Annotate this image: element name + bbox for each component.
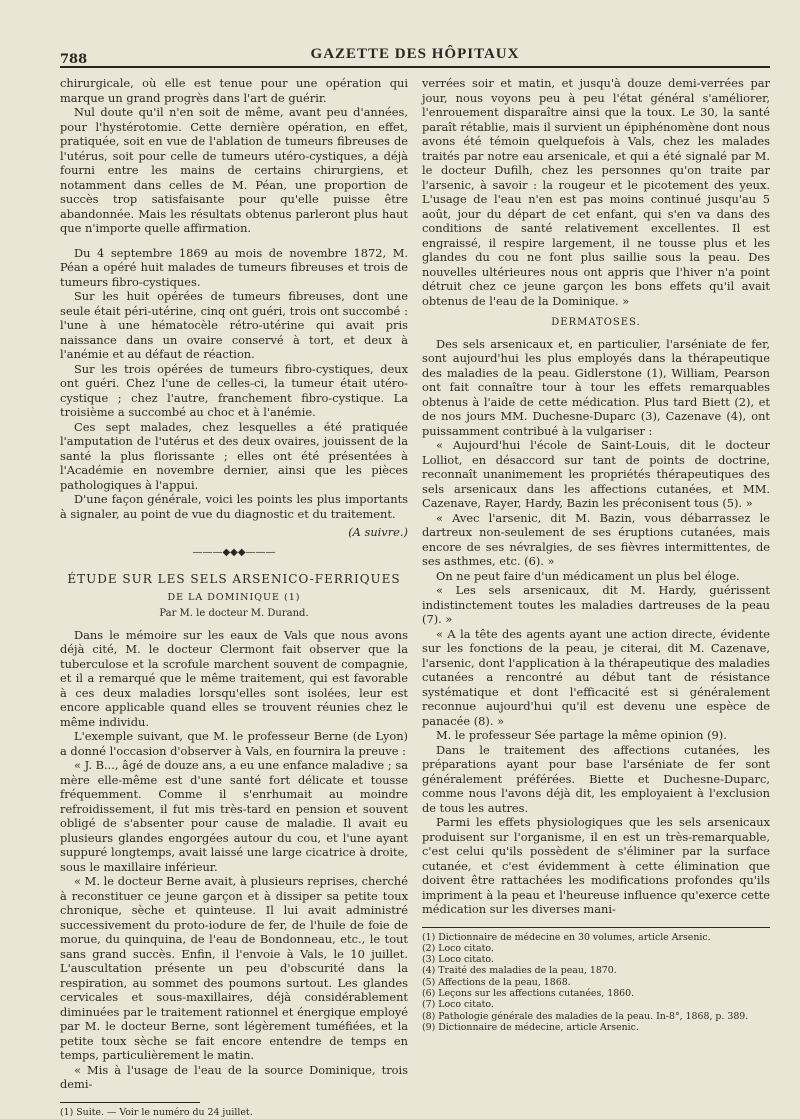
paragraph: « M. le docteur Berne avait, à plusieurs reprises, cherché à reconstituer ce jeune garçon et à dissiper sa petite toux chronique, sèche et quinteuse. Il lui avait administré successivement du proto-iodure de fer, de l'huile de foie de morue, du quinquina, de l'eau de Bondonneau, etc., le tout sans grand succès. Enfin, il l'envoie à Vals, le 10 juillet. L'auscultation présente un peu d'obscurité dans la respiration, au sommet des poumons surtout. Les glandes cervicales et sous-maxillaires, déjà considérablement diminuées par le traitement rationnel et énergique employé par M. le docteur Berne, sont légèrement tuméfiées, et la petite toux sèche se fait encore entendre de temps en temps, particulièrement le matin.	[60, 874, 408, 1062]
paragraph: Ces sept malades, chez lesquelles a été pratiquée l'amputation de l'utérus et des deux ovaires, jouissent de la santé la plus florissante ; elles ont été présentées à l'Académie en novembre dernier, ainsi que les pièces pathologiques à l'appui.	[60, 419, 408, 492]
right-column	[422, 76, 770, 1118]
footnote: (8) Pathologie générale des maladies de la peau. In-8°, 1868, p. 389.	[422, 1010, 749, 1022]
footnotes	[422, 932, 770, 1034]
to-be-continued: (A suivre.)	[348, 525, 408, 539]
left-column	[60, 76, 408, 1118]
paragraph: Sur les trois opérées de tumeurs fibro-cystiques, deux ont guéri. Chez l'une de celles-ci, la tumeur était utéro-cystique ; chez l'autre, franchement fibro-cystique. La troisième a succombé au choc et à l'anémie.	[60, 361, 408, 419]
footnote-divider	[422, 927, 770, 928]
paragraph: On ne peut faire d'un médicament un plus bel éloge.	[436, 568, 740, 583]
footnote: (4) Traité des maladies de la peau, 1870.	[422, 965, 617, 977]
paragraph: verrées soir et matin, et jusqu'à douze demi-verrées par jour, nous voyons peu à peu l'état général s'améliorer, l'enrouement disparaître ainsi que la toux. Le 30, la santé paraît rétablie, mais il survient un épiphénomène dont nous avons été témoin quelquefois à Vals, chez les malades traités par notre eau arsenicale, et qui a été signalé par M. le docteur Dufilh, chez les personnes qu'on traite par l'arsenic, à savoir : la rougeur et le picotement des yeux. L'usage de l'eau n'en est pas moins continué jusqu'au 5 août, jour du départ de cet enfant, qui s'en va dans des conditions de santé relativement excellentes. Il est engraissé, il respire largement, il ne tousse plus et les glandes du cou ne font plus saillie sous la peau. Des nouvelles ultérieures nous ont appris que l'hiver n'a point détruit chez ce jeune garçon les bons effets qu'il avait obtenus de l'eau de la Dominique. »	[422, 76, 770, 308]
footnote: (1) Suite. — Voir le numéro du 24 juillet.	[60, 1106, 253, 1118]
footnote-divider	[60, 1102, 200, 1103]
footnote: (2) Loco citato.	[422, 942, 494, 954]
footnote: (7) Loco citato.	[422, 999, 494, 1011]
paragraph: Dans le traitement des affections cutanées, les préparations ayant pour base l'arséniate de fer sont généralement préférées. Biette et Duchesne-Duparc, comme nous l'avons déjà dit, les employaient à l'exclusion de tous les autres.	[422, 742, 770, 815]
paragraph: L'exemple suivant, que M. le professeur Berne (de Lyon) a donné l'occasion d'observer à Vals, en fournira la preuve :	[60, 729, 408, 758]
byline: Par M. le docteur M. Durand.	[159, 608, 309, 619]
paragraph: « Avec l'arsenic, dit M. Bazin, vous débarrassez le dartreux non-seulement de ses éruptions cutanées, mais encore de ses névralgies, de ses fièvres intermittentes, de ses asthmes, etc. (6). »	[422, 510, 770, 568]
section-subtitle: DE LA DOMINIQUE (1)	[167, 591, 301, 603]
section-title: ÉTUDE SUR LES SELS ARSENICO-FERRIQUES	[67, 572, 401, 586]
footnote: (5) Affections de la peau, 1868.	[422, 976, 571, 988]
footnote: (9) Dictionnaire de médecine, article Arsenic.	[422, 1021, 639, 1033]
paragraph: Des sels arsenicaux et, en particulier, l'arséniate de fer, sont aujourd'hui les plus employés dans la thérapeutique des maladies de la peau. Gidlerstone (1), William, Pearson ont fait connaître tour à tour les effets remarquables obtenus à l'aide de cette médication. Plus tard Biett (2), et de nos jours MM. Duchesne-Duparc (3), Cazenave (4), ont puissamment contribué à la vulgariser :	[422, 336, 770, 438]
footnote: (3) Loco citato.	[422, 954, 494, 966]
footnote: (1) Dictionnaire de médecine en 30 volumes, article Arsenic.	[422, 931, 711, 943]
ornament-divider: ———◆◆◆———	[192, 546, 276, 558]
paragraph: « Mis à l'usage de l'eau de la source Dominique, trois demi-	[60, 1062, 408, 1091]
paragraph: « A la tête des agents ayant une action directe, évidente sur les fonctions de la peau, je citerai, dit M. Cazenave, l'arsenic, dont l'application à la thérapeutique des maladies cutanées a rencontré au début tant de résistance systématique et dont l'efficacité est si généralement reconnue aujourd'hui qu'il est devenu une espèce de panacée (8). »	[422, 626, 770, 728]
paragraph: D'une façon générale, voici les points les plus importants à signaler, au point de vue du diagnostic et du traitement.	[60, 492, 408, 521]
paragraph: Sur les huit opérées de tumeurs fibreuses, dont une seule était péri-utérine, cinq ont guéri, trois ont succombé : l'une à une hématocèle rétro-utérine qui avait pris naissance dans un ovaire conservé à tort, et deux à l'anémie et au défaut de réaction.	[60, 289, 408, 361]
paragraph: « Aujourd'hui l'école de Saint-Louis, dit le docteur Lolliot, en désaccord sur tant de points de doctrine, reconnaît unanimement les propriétés thérapeutiques des sels arsenicaux dans les affections cutanées, et MM. Cazenave, Rayer, Hardy, Bazin les préconisent tous (5). »	[422, 438, 770, 510]
paragraph: Parmi les effets physiologiques que les sels arsenicaux produisent sur l'organisme, il en est un très-remarquable, c'est celui qu'ils possèdent de s'éliminer par la surface cutanée, et c'est évidemment à cette élimination que doivent être rattachées les modifications profondes qu'ils impriment à la peau et l'heureuse influence qu'exerce cette médication sur les diverses mani-	[422, 815, 770, 916]
columns	[60, 76, 770, 1118]
paragraph: « J. B..., âgé de douze ans, a eu une enfance maladive ; sa mère elle-même est d'une santé fort délicate et tousse fréquemment. Comme il s'enrhumait au moindre refroidissement, il fut mis très-tard en pension et souvent obligé de s'absenter pour cause de maladie. Il avait eu plusieurs glandes engorgées autour du cou, et l'une ayant suppuré longtemps, avait laissé une large cicatrice à droite, sous le maxillaire inférieur.	[60, 758, 408, 874]
paragraph: Nul doute qu'il n'en soit de même, avant peu d'années, pour l'hystérotomie. Cette dernière opération, en effet, pratiquée, soit en vue de l'ablation de tumeurs fibreuses de l'utérus, soit pour celle de tumeurs utéro-cystiques, a déjà fourni entre les mains de certains chirurgiens, et notamment dans celles de M. Péan, une proportion de succès trop satisfaisante pour qu'elle puisse être abandonnée. Mais les résultats obtenus parleront plus haut que n'importe quelle affirmation.	[60, 105, 408, 235]
header-divider	[60, 66, 770, 68]
paragraph: chirurgicale, où elle est tenue pour une opération qui marque un grand progrès dans l'art de guérir.	[60, 76, 408, 105]
paragraph: Du 4 septembre 1869 au mois de novembre 1872, M. Péan a opéré huit malades de tumeurs fibreuses et trois de tumeurs fibro-cystiques.	[60, 245, 408, 289]
page-number: 788	[60, 52, 88, 67]
page-title: GAZETTE DES HÔPITAUX	[310, 46, 520, 62]
footnote: (6) Leçons sur les affections cutanées, 1860.	[422, 987, 635, 999]
paragraph: « Les sels arsenicaux, dit M. Hardy, guérissent indistinctement toutes les maladies dartreuses de la peau (7). »	[422, 583, 770, 626]
paragraph: Dans le mémoire sur les eaux de Vals que nous avons déjà cité, M. le docteur Clermont fait observer que la tuberculose et la scrofule marchent souvent de compagnie, et il a remarqué que le même traitement, qui est favorable à ces deux maladies lorsqu'elles sont isolées, leur est encore applicable quand elles se trouvent réunies chez le même individu.	[60, 627, 408, 729]
paragraph: M. le professeur Sée partage la même opinion (9).	[436, 728, 727, 742]
subsection-title: DERMATOSES.	[551, 317, 641, 328]
